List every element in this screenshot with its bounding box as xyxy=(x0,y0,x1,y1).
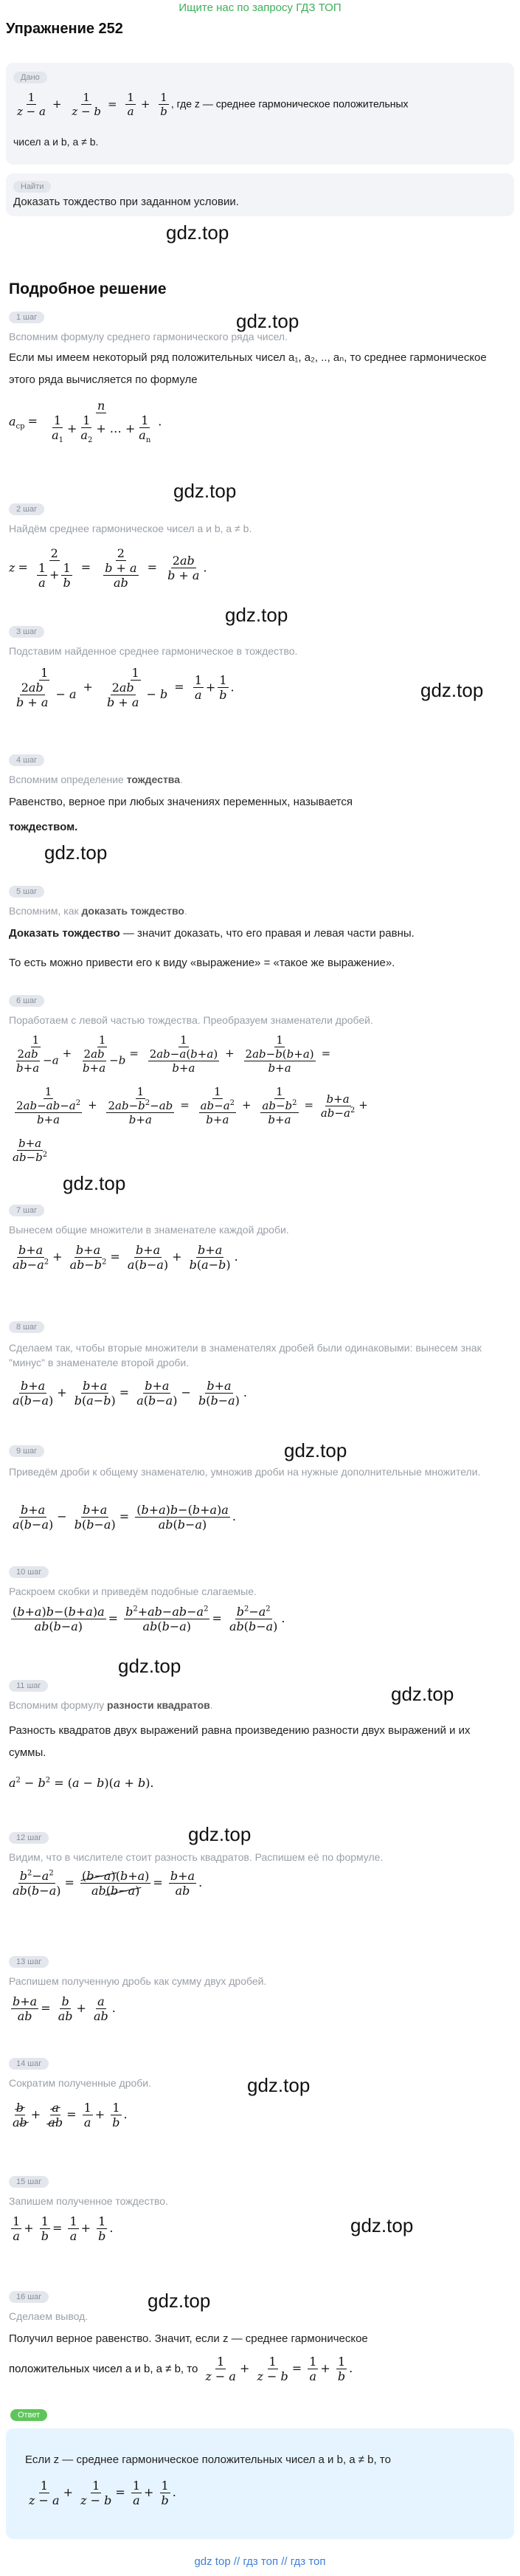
given-formula: $\frac{1}{z - a}$ + $\frac{1}{z - b}$ = $\frac{1}{a}$ + $\frac{1}{b}$ , где z — среднее гармоническое положительных xyxy=(17,91,409,118)
watermark: gdz.top xyxy=(225,604,288,626)
step-caption: Сделаем вывод. xyxy=(9,2310,89,2322)
step-text: Разность квадратов двух выражений равна произведению разности двух выражений и их суммы. xyxy=(9,1724,471,1759)
step-caption: Вспомним, как доказать тождество. xyxy=(9,905,187,917)
step-9-formula: $\frac{b+a}{a(b-a)}$ − $\frac{b+a}{b(b-a)}$ = $\frac{(b+a)b-(b+a)a}{ab(b-a)}$ . xyxy=(13,1503,236,1532)
step-badge: 16 шаг xyxy=(9,2291,49,2303)
step-text-2: То есть можно привести его к виду «выражение» = «такое же выражение». xyxy=(9,957,395,969)
given-text: , где z — среднее гармоническое положительных xyxy=(170,97,409,110)
step-text-bold: тождеством. xyxy=(9,821,78,833)
find-badge: Найти xyxy=(13,181,51,193)
step-2-formula: z = 2 $\frac{1}{a}$ + $\frac{1}{b}$ = $\frac{2}{\frac{b + a}{ab}}$ = $\frac{2ab}{b + a}$ . xyxy=(9,546,207,590)
given-badge: Дано xyxy=(13,72,47,83)
exercise-title: Упражнение 252 xyxy=(6,21,123,37)
step-16-formula: положительных чисел a и b, a ≠ b, то $\frac{1}{z - a}$ + $\frac{1}{z - b}$ = $\frac{1}{a}$ + $\frac{1}{b}$ . xyxy=(9,2355,353,2384)
step-6-formula-line2: $\frac{1}{\frac{2ab-ab-a^2}{b+a}}$ + $\frac{1}{\frac{2ab-b^2-ab}{b+a}}$ = $\frac{1}{\frac{ab-a^2}{b+a}}$ + $\frac{1}{\frac{ab-b^2}{b+a}}$ = $\frac{b+a}{ab-a^2}$ + xyxy=(16,1085,368,1126)
watermark: gdz.top xyxy=(391,1683,454,1705)
given-text-line2: чисел a и b, a ≠ b. xyxy=(13,136,99,148)
watermark: gdz.top xyxy=(350,2214,414,2236)
given-card xyxy=(6,63,514,165)
watermark: gdz.top xyxy=(63,1172,126,1194)
search-promo-link[interactable]: Ищите нас по запросу ГДЗ ТОП xyxy=(178,1,342,14)
step-10-formula: $\frac{(b+a)b-(b+a)a}{ab(b-a)}$ = $\frac{b^2+ab-ab-a^2}{ab(b-a)}$ = $\frac{b^2-a^2}{ab(b-a)}$ . xyxy=(13,1605,285,1634)
watermark: gdz.top xyxy=(236,310,299,332)
step-11-formula: $a^2 - b^2 = (a - b)(a + b)$. xyxy=(9,1776,154,1790)
step-caption: Найдём среднее гармоническое чисел a и b, a ≠ b. xyxy=(9,523,252,534)
step-badge: 9 шаг xyxy=(9,1445,44,1457)
step-12-formula: $\frac{b^2-a^2}{ab(b-a)}$ = $\frac{(b-a)(b+a)}{ab(b-a)}$ = $\frac{b+a}{ab}$ . xyxy=(13,1869,203,1898)
step-badge: 10 шаг xyxy=(9,1566,49,1578)
step-3-formula: 1 $\frac{2ab}{b + a}$ − a + 1 $\frac{2ab}{b + a}$ − b = $\frac{1}{a}$ + $\frac{1}{b}$ . xyxy=(16,666,235,710)
step-caption: Приведём дроби к общему знаменателю, умножив дроби на нужные дополнительные множители. xyxy=(9,1466,481,1478)
step-caption: Сократим полученные дроби. xyxy=(9,2077,152,2089)
step-badge: 4 шаг xyxy=(9,754,44,766)
find-card xyxy=(6,173,514,216)
step-1-formula: $a_{ср}$ = n $\frac{1}{a_1}$ + $\frac{1}{a_2}$ + … + $\frac{1}{a_n}$ . xyxy=(9,399,162,445)
watermark: gdz.top xyxy=(284,1439,347,1461)
step-caption: Вспомним формулу среднего гармонического ряда чисел. xyxy=(9,331,288,342)
find-text: Доказать тождество при заданном условии. xyxy=(13,196,239,208)
answer-text: Если z — среднее гармоническое положительных чисел a и b, a ≠ b, то xyxy=(25,2453,391,2466)
step-badge: 7 шаг xyxy=(9,1205,44,1216)
step-15-formula: $\frac{1}{a}$ + $\frac{1}{b}$ = $\frac{1}{a}$ + $\frac{1}{b}$ . xyxy=(13,2214,114,2244)
watermark: gdz.top xyxy=(148,2290,211,2312)
step-text: Доказать тождество — значит доказать, что его правая и левая части равны. xyxy=(9,927,415,940)
step-badge: 1 шаг xyxy=(9,311,44,323)
step-8-formula: $\frac{b+a}{a(b-a)}$ + $\frac{b+a}{b(a-b)}$ = $\frac{b+a}{a(b-a)}$ − $\frac{b+a}{b(b-a)}$ . xyxy=(13,1379,247,1408)
step-caption: Вынесем общие множители в знаменателе каждой дроби. xyxy=(9,1224,289,1236)
watermark: gdz.top xyxy=(166,221,229,244)
step-badge: 12 шаг xyxy=(9,1832,49,1844)
step-badge: 6 шаг xyxy=(9,995,44,1007)
watermark: gdz.top xyxy=(420,679,484,701)
step-caption: Видим, что в числителе стоит разность квадратов. Распишем её по формуле. xyxy=(9,1851,384,1863)
step-text: Получил верное равенство. Значит, если z — среднее гармоническое xyxy=(9,2332,368,2345)
answer-card xyxy=(6,2428,514,2539)
step-text: Если мы имеем некоторый ряд положительных чисел a₁, a₂, .., aₙ, то среднее гармоническое этого ряда вычисляется по формуле xyxy=(9,351,487,386)
step-badge: 8 шаг xyxy=(9,1321,44,1333)
watermark: gdz.top xyxy=(118,1655,181,1677)
step-14-formula: $\frac{b}{ab}$ + $\frac{a}{ab}$ = $\frac{1}{a}$ + $\frac{1}{b}$ . xyxy=(13,2101,128,2130)
answer-badge: Ответ xyxy=(10,2409,47,2421)
step-caption: Запишем полученное тождество. xyxy=(9,2195,168,2207)
step-caption: Распишем полученную дробь как сумму двух дробей. xyxy=(9,1975,267,1987)
step-badge: 5 шаг xyxy=(9,886,44,898)
step-7-formula: $\frac{b+a}{ab-a^2}$ + $\frac{b+a}{ab-b^2}$ = $\frac{b+a}{a(b-a)}$ + $\frac{b+a}{b(a-b)}$ . xyxy=(13,1243,238,1272)
watermark: gdz.top xyxy=(247,2074,311,2096)
step-6-formula-line3: $\frac{b+a}{ab-b^2}$ xyxy=(13,1137,48,1164)
watermark: gdz.top xyxy=(173,480,237,502)
step-caption: Вспомним определение тождества. xyxy=(9,774,183,785)
step-badge: 2 шаг xyxy=(9,503,44,515)
watermark: gdz.top xyxy=(44,841,108,864)
step-badge: 15 шаг xyxy=(9,2176,49,2188)
step-badge: 14 шаг xyxy=(9,2058,49,2070)
step-caption: Раскроем скобки и приведём подобные слагаемые. xyxy=(9,1585,257,1597)
step-caption: Подставим найденное среднее гармоническое в тождество. xyxy=(9,645,298,657)
step-badge: 13 шаг xyxy=(9,1956,49,1968)
watermark: gdz.top xyxy=(188,1823,252,1845)
footer-links[interactable]: gdz top // гдз топ // гдз топ xyxy=(194,2555,326,2568)
step-badge: 11 шаг xyxy=(9,1680,48,1692)
step-13-formula: $\frac{b+a}{ab}$ = $\frac{b}{ab}$ + $\frac{a}{ab}$ . xyxy=(13,1994,116,2024)
answer-formula: $\frac{1}{z - a}$ + $\frac{1}{z - b}$ = $\frac{1}{a}$ + $\frac{1}{b}$ . xyxy=(29,2479,176,2508)
step-badge: 3 шаг xyxy=(9,626,44,638)
step-6-formula-line1: 1 $\frac{2ab}{b+a}$ −a + 1 $\frac{2ab}{b+a}$ −b = $\frac{1}{\frac{2ab-a(b+a)}{b+a}}$ + $\frac{1}{\frac{2ab-b(b+a)}{b+a}}$ = xyxy=(16,1033,331,1075)
step-caption: Вспомним формулу разности квадратов. xyxy=(9,1699,213,1711)
step-caption: Сделаем так, чтобы вторые множители в знаменателях дробей были одинаковыми: вынесем знак "минус" в знаменателе второй дроби. xyxy=(9,1342,482,1368)
step-caption: Поработаем с левой частью тождества. Преобразуем знаменатели дробей. xyxy=(9,1014,373,1026)
solution-title: Подробное решение xyxy=(9,280,167,297)
step-text: Равенство, верное при любых значениях переменных, называется xyxy=(9,796,353,808)
